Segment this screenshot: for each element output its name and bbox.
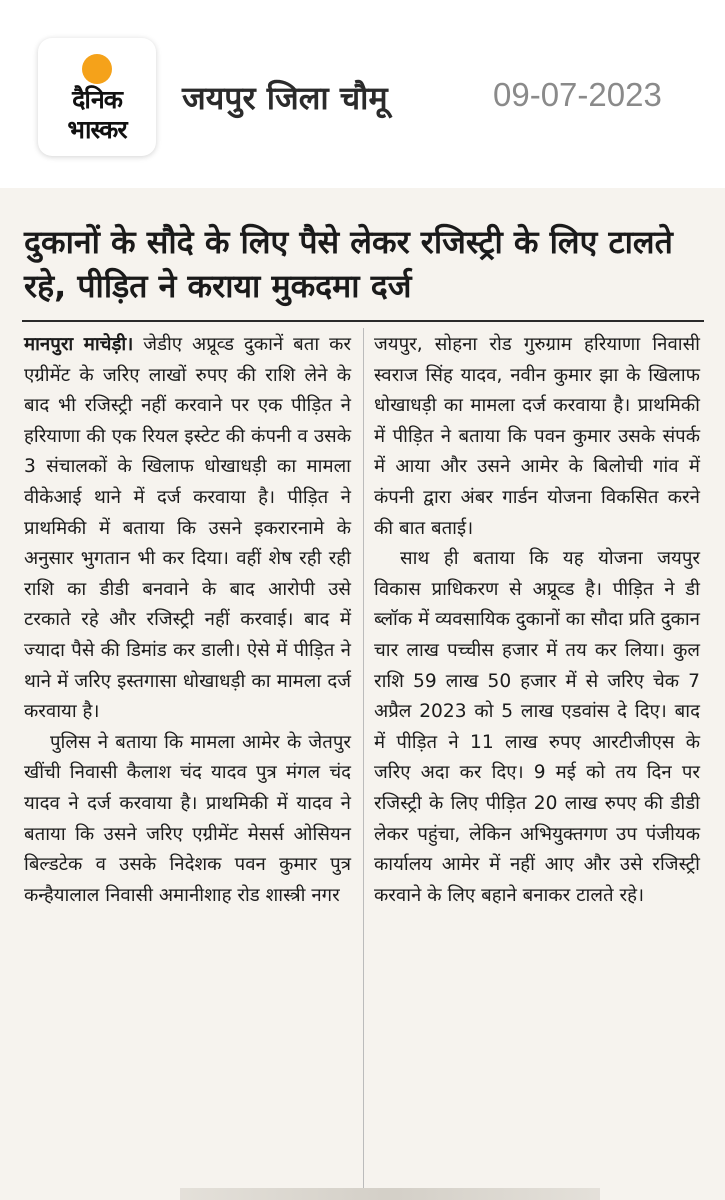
headline-rule xyxy=(22,320,704,322)
article-headline: दुकानों के सौदे के लिए पैसे लेकर रजिस्ट्री के लिए टालते रहे, पीड़ित ने कराया मुकदमा दर्ज xyxy=(24,223,673,305)
article-column-2 xyxy=(374,330,700,911)
article-paragraph: साथ ही बताया कि यह योजना जयपुर विकास प्राधिकरण से अप्रूव्ड है। पीड़ित ने डी ब्लॉक में व्यवसायिक दुकानों का सौदा प्रति दुकान चार लाख पच्चीस हजार में तय कर लिया। कुल राशि 59 लाख 50 हजार में से जरिए चेक 7 अप्रैल 2023 को 5 लाख एडवांस दे दिए। बाद में पीड़ित ने 11 लाख रुपए आरटीजीएस के जरिए अदा कर दिए। 9 मई को तय दिन पर रजिस्ट्री के लिए पीड़ित 20 लाख रुपए की डीडी लेकर पहुंचा, लेकिन अभियुक्तगण उप पंजीयक कार्यालय आमेर में नहीं आए और उसे रजिस्ट्री करवाने के लिए बहाने बनाकर टालते रहे। xyxy=(374,548,700,906)
sun-icon xyxy=(82,54,112,84)
column-divider xyxy=(363,328,364,1188)
dainik-bhaskar-logo xyxy=(38,38,156,156)
paragraph-text: जेडीए अप्रूव्ड दुकानें बता कर एग्रीमेंट के जरिए लाखों रुपए की राशि लेने के बाद भी रजिस्ट्री नहीं करवाने पर एक पीड़ित ने हरियाणा की एक रियल इस्टेट की कंपनी व उसके 3 संचालकों के खिलाफ धोखाधड़ी का मामला वीकेआई थाने में दर्ज करवाया है। पीड़ित ने प्राथमिकी में बताया कि उसने इकरारनामे के अनुसार भुगतान भी कर दिया। वहीं शेष रही रही राशि का डीडी बनवाने के बाद आरोपी उसे टरकाते रहे और रजिस्ट्री नहीं करवाई। बाद में ज्यादा पैसे की डिमांड कर डाली। ऐसे में पीड़ित ने थाने में जरिए इस्तगासा धोखाधड़ी का मामला दर्ज करवाया है। xyxy=(24,334,351,723)
logo-text-line2: भास्कर xyxy=(67,115,127,144)
app-header xyxy=(0,0,725,180)
article-column-1 xyxy=(24,330,351,911)
article-paragraph xyxy=(24,330,351,728)
article-paragraph: जयपुर, सोहना रोड गुरुग्राम हरियाणा निवासी स्वराज सिंह यादव, नवीन कुमार झा के खिलाफ धोखाधड़ी का मामला दर्ज करवाया है। प्राथमिकी में पीड़ित ने बताया कि पवन कुमार उसके संपर्क में आया और उसने आमेर के बिलोची गांव में कंपनी द्वारा अंबर गार्डन योजना विकसित करने की बात बताई। xyxy=(374,334,700,539)
article-paragraph: पुलिस ने बताया कि मामला आमेर के जेतपुर खींची निवासी कैलाश चंद यादव पुत्र मंगल चंद यादव ने दर्ज करवाया है। प्राथमिकी में यादव ने बताया कि उसने जरिए एग्रीमेंट मेसर्स ओसियन बिल्डटेक व उसके निदेशक पवन कुमार पुत्र कन्हैयालाल निवासी अमानीशाह रोड शास्त्री नगर xyxy=(24,731,351,906)
dateline: मानपुरा माचेड़ी। xyxy=(24,334,134,355)
edition-date: 09-07-2023 xyxy=(493,76,662,113)
edition-title: जयपुर जिला चौमू xyxy=(182,79,388,117)
cut-off-next-headline xyxy=(180,1188,600,1200)
logo-text-line1: दैनिक xyxy=(72,85,122,114)
